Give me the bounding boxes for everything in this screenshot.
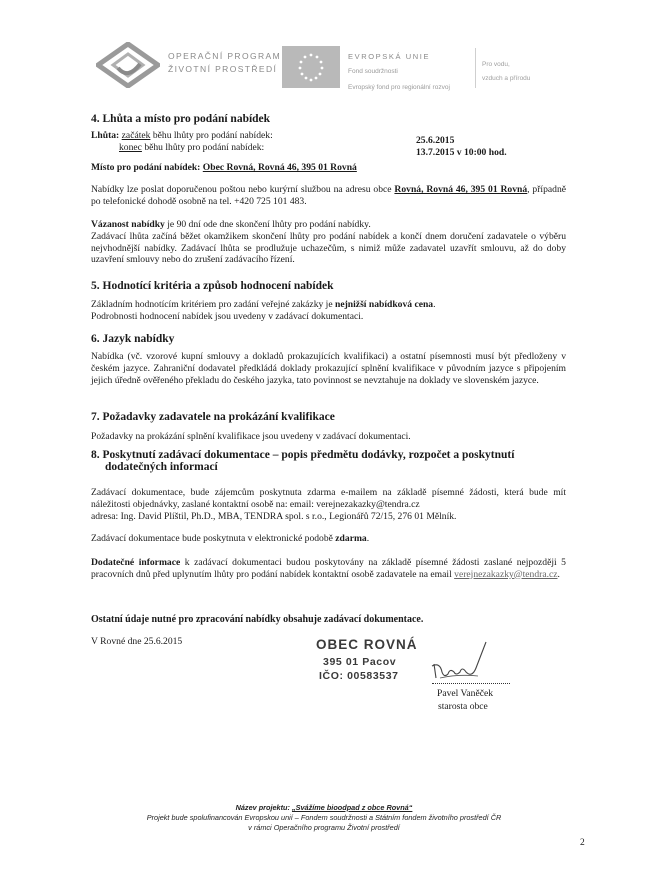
header-divider (475, 48, 476, 88)
place-line (91, 162, 357, 174)
eu-fund-2: Evropský fond pro regionální rozvoj (348, 84, 450, 91)
slogan-line1: Pro vodu, (482, 61, 510, 68)
criteria-text: Základním hodnotícím kritériem pro zadání veřejné zakázky je (91, 299, 336, 310)
eu-title: EVROPSKÁ UNIE (348, 52, 431, 61)
language-paragraph: Nabídka (vč. vzorové kupní smlouvy a dokladů prokazujících kvalifikaci) a ostatní písemnosti musí být předloženy v českém jazyce. Zahraniční dodavatel předkládá doklady prokazující splnění kvalifikace v původním jazyce s připojením jejich úředně ověřeného překladu do českého jazyka, tato povinnost se nevztahuje na doklady ve slovenském jazyce. (91, 351, 566, 386)
delivery-phone: , případně po telefonické dohodě osobně na tel. +420 725 101 483. (91, 184, 566, 207)
section-8-heading-l2: dodatečných informací (105, 461, 218, 473)
binding-paragraph (91, 219, 566, 231)
docs-electronic-text: Zadávací dokumentace bude poskytnuta v elektronické podobě (91, 533, 336, 544)
signer-role: starosta obce (438, 701, 488, 712)
signer-name: Pavel Vaněček (437, 688, 494, 699)
place-date: V Rovné dne 25.6.2015 (91, 636, 183, 647)
deadline-label: Lhůta: (91, 130, 120, 141)
docs-address: adresa: Ing. David Plíštil, Ph.D., MBA, TENDRA spol. s r.o., Legionářů 72/15, 276 01 Mělník. (91, 511, 457, 522)
criteria-paragraph (91, 299, 566, 311)
end-word: konec (119, 142, 142, 153)
place-label: Místo pro podání nabídek: (91, 162, 201, 173)
deadline-start (91, 130, 273, 142)
eu-flag-icon (282, 46, 340, 88)
footer-project-name: „Svážíme bioodpad z obce Rovná“ (291, 803, 413, 812)
additional-info-end: . (557, 568, 560, 580)
additional-info-text: k zadávací dokumentaci budou poskytovány na základě písemné žádosti zaslané nejpozději 5 pracovních dnů před uplynutím lhůty pro podání nabídek kontaktní osobě zadavatele na email (91, 557, 566, 580)
place-value: Obec Rovná, Rovná 46, 395 01 Rovná (202, 162, 357, 173)
footer-programme: v rámci Operačního programu Životní prostředí (248, 823, 400, 832)
docs-electronic-end: . (366, 533, 370, 544)
start-word: začátek (121, 130, 151, 141)
additional-info-label: Dodatečné informace (91, 557, 181, 568)
closing-note: Ostatní údaje nutné pro zpracování nabídky obsahuje zadávací dokumentace. (91, 614, 424, 625)
op-line1: OPERAČNÍ PROGRAM (168, 51, 282, 61)
section-8-heading (91, 449, 571, 473)
stamp-address: 395 01 Pacov (323, 656, 397, 668)
footer-project-label: Název projektu: (235, 803, 292, 812)
section-6-heading: 6. Jazyk nabídky (91, 333, 175, 345)
op-zp-logo-icon (96, 42, 160, 88)
start-text: běhu lhůty pro podání nabídek: (152, 130, 273, 141)
signature-line (432, 683, 510, 684)
stamp-name: OBEC ROVNÁ (316, 637, 418, 652)
end-value: 13.7.2015 v 10:00 hod. (416, 147, 507, 158)
additional-info-paragraph (91, 557, 566, 580)
start-value: 25.6.2015 (416, 135, 455, 146)
deadline-end (119, 142, 264, 154)
docs-electronic (91, 533, 566, 545)
contact-email-link[interactable]: verejnezakazky@tendra.cz (454, 568, 558, 580)
slogan-line2: vzduch a přírodu (482, 75, 531, 82)
docs-paragraph: Zadávací dokumentace, bude zájemcům poskytnuta zdarma e-mailem na základě písemné žádosti, která bude mít náležitosti objednávky, zaslané kontaktní osobě na: email: verejnezakazky@tendra.cz (91, 487, 566, 510)
delivery-text: Nabídky lze poslat doporučenou poštou nebo kurýrní službou na adresu obce (91, 184, 392, 195)
delivery-paragraph (91, 184, 566, 207)
criteria-bold: nejnižší nabídková cena (335, 299, 434, 310)
criteria-end: . (433, 299, 436, 310)
binding-label: Vázanost nabídky (91, 219, 165, 230)
stamp-ico: IČO: 00583537 (319, 670, 399, 682)
op-program-text (168, 50, 281, 76)
tender-period-paragraph: Zadávací lhůta začíná běžet okamžikem skončení lhůty pro podání nabídek a končí dnem doručení zadavatele o výběru nejvhodnější nabídky. Zadávací lhůta se prodlužuje uchazečům, s nimiž může zadavatel uzavřít smlouvu, až do doby uzavření smlouvy nebo do zrušení zadávacího řízení. (91, 231, 566, 266)
binding-text: je 90 dní ode dne skončení lhůty pro podání nabídky. (164, 219, 371, 230)
docs-free: zdarma (335, 533, 367, 544)
section-8-heading-l1: 8. Poskytnutí zadávací dokumentace – popis předmětu dodávky, rozpočet a poskytnutí (91, 449, 515, 461)
qualification-paragraph: Požadavky na prokázání splnění kvalifikace jsou uvedeny v zadávací dokumentaci. (91, 431, 411, 442)
signature-icon (428, 638, 498, 686)
section-4-heading: 4. Lhůta a místo pro podání nabídek (91, 113, 271, 125)
section-5-heading: 5. Hodnotící kritéria a způsob hodnocení nabídek (91, 280, 334, 292)
section-7-heading: 7. Požadavky zadavatele na prokázání kvalifikace (91, 411, 335, 423)
page-number: 2 (580, 838, 585, 848)
eu-fund-1: Fond soudržnosti (348, 68, 398, 75)
footer-project (100, 803, 548, 812)
header-slogan (482, 58, 530, 86)
end-text: běhu lhůty pro podání nabídek: (144, 142, 265, 153)
footer-cofinance: Projekt bude spolufinancován Evropskou unií – Fondem soudržnosti a Státním fondem životního prostředí ČR (146, 813, 502, 822)
criteria-details: Podrobnosti hodnocení nabídek jsou uvedeny v zadávací dokumentaci. (91, 311, 364, 322)
op-line2: ŽIVOTNÍ PROSTŘEDÍ (168, 64, 278, 74)
delivery-address: Rovná, Rovná 46, 395 01 Rovná (394, 184, 528, 195)
